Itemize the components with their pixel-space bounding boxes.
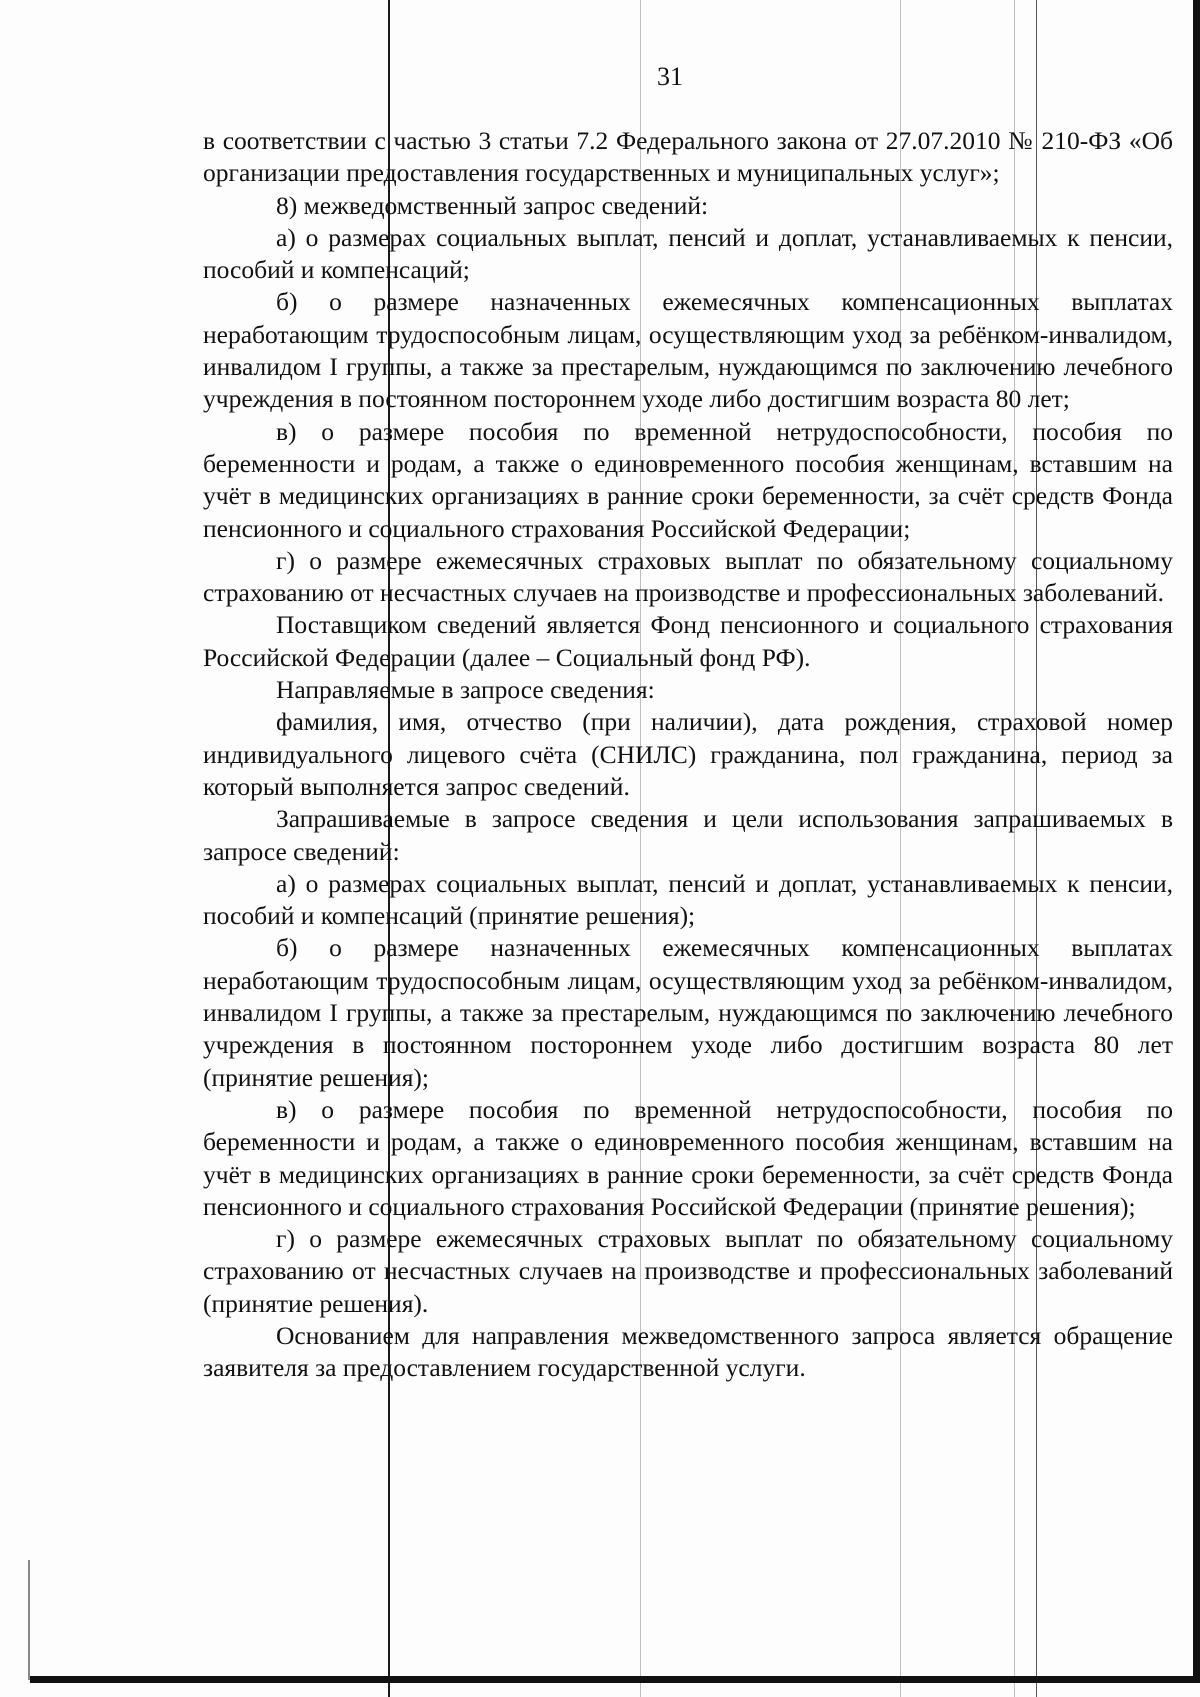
scan-border-right [1193,0,1200,1683]
paragraph: в) о размере пособия по временной нетрудоспособности, пособия по беременности и родам, а также о единовременного пособия женщинам, вставшим на учёт в медицинских организациях в ранние сроки беременности, за счёт средств Фонда пенсионного и социального страхования Российской Федерации (принятие решения); [203,1094,1173,1221]
scan-border-bottom [30,1676,1200,1683]
paragraph: Направляемые в запросе сведения: [276,675,655,705]
paragraph: 8) межведомственный запрос сведений: [276,190,709,220]
document-body [203,125,1173,1385]
scan-artifact-mark [28,1560,30,1680]
paragraph: а) о размерах социальных выплат, пенсий и доплат, устанавливаемых к пенсии, пособий и компенсаций; [203,222,1173,285]
paragraph: г) о размере ежемесячных страховых выплат по обязательному социальному страхованию от несчастных случаев на производстве и профессиональных заболеваний (принятие решения). [203,1224,1173,1318]
paragraph: Поставщиком сведений является Фонд пенсионного и социального страхования Российской Федерации (далее – Социальный фонд РФ). [203,610,1173,672]
paragraph: б) о размере назначенных ежемесячных компенсационных выплатах неработающим трудоспособным лицам, осуществляющим уход за ребёнком-инвалидом, инвалидом I группы, а также за престарелым, нуждающимся по заключению лечебного учреждения в постоянном постороннем уходе либо достигшим возраста 80 лет; [203,287,1173,414]
paragraph: фамилия, имя, отчество (при наличии), дата рождения, страховой номер индивидуального лицевого счёта (СНИЛС) гражданина, пол гражданина, период за который выполняется запрос сведений. [203,707,1173,801]
paragraph: б) о размере назначенных ежемесячных компенсационных выплатах неработающим трудоспособным лицам, осуществляющим уход за ребёнком-инвалидом, инвалидом I группы, а также за престарелым, нуждающимся по заключению лечебного учреждения в постоянном постороннем уходе либо достигшим возраста 80 лет (принятие решения); [203,933,1173,1092]
paragraph: Запрашиваемые в запросе сведения и цели использования запрашиваемых в запросе сведений: [203,804,1173,866]
paragraph: в) о размере пособия по временной нетрудоспособности, пособия по беременности и родам, а также о единовременного пособия женщинам, вставшим на учёт в медицинских организациях в ранние сроки беременности, за счёт средств Фонда пенсионного и социального страхования Российской Федерации; [203,416,1173,543]
paragraph: а) о размерах социальных выплат, пенсий и доплат, устанавливаемых к пенсии, пособий и компенсаций (принятие решения); [203,868,1173,931]
page-number: 31 [657,62,683,91]
paragraph: г) о размере ежемесячных страховых выплат по обязательному социальному страхованию от несчастных случаев на производстве и профессиональных заболеваний. [203,545,1173,608]
paragraph: Основанием для направления межведомственного запроса является обращение заявителя за предоставлением государственной услуги. [203,1320,1173,1383]
paragraph: в соответствии с частью 3 статьи 7.2 Федерального закона от 27.07.2010 № 210-ФЗ «Об организации предоставления государственных и муниципальных услуг»; [203,126,1173,188]
